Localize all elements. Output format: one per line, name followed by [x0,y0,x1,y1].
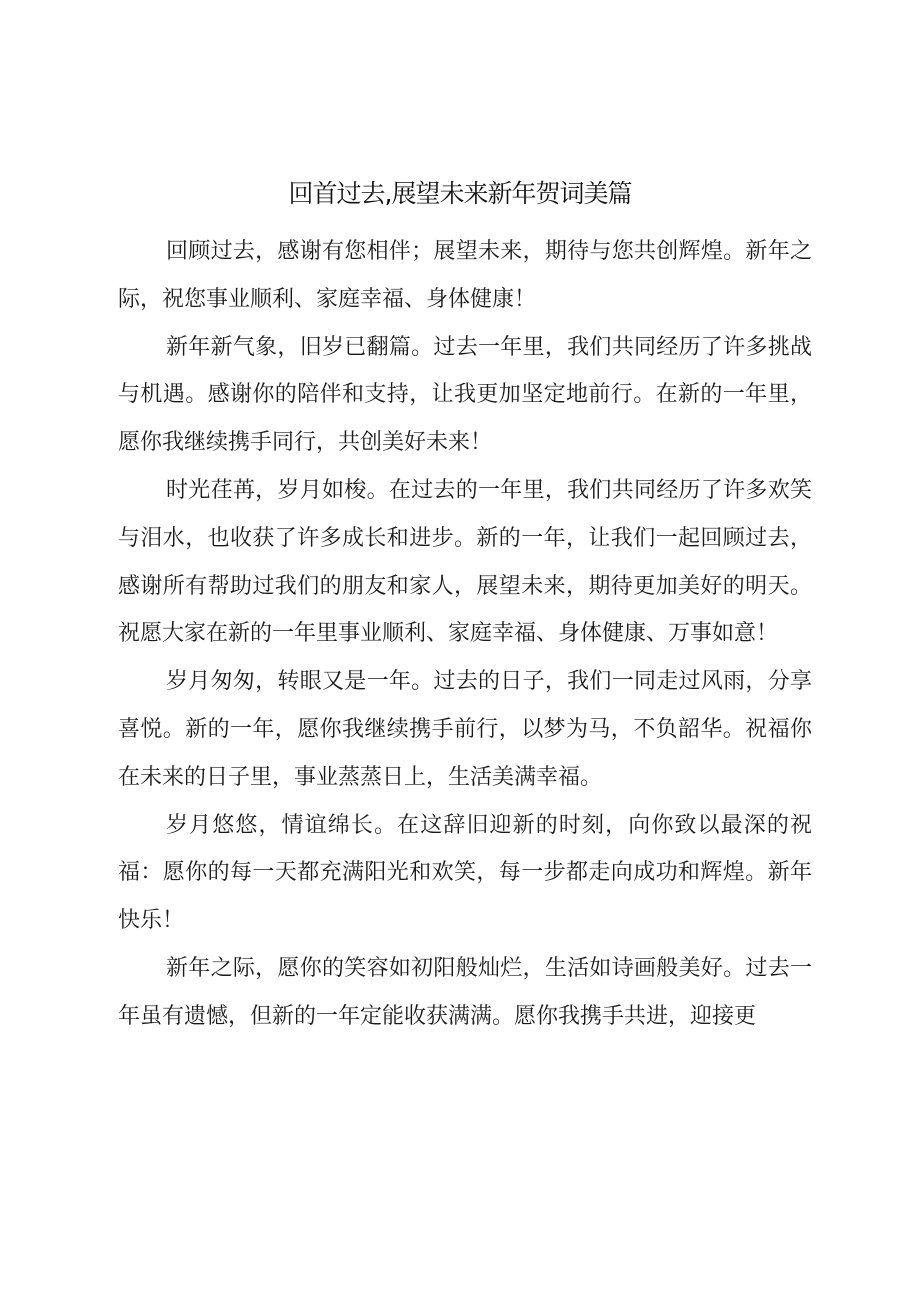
document-title: 回首过去,展望未来新年贺词美篇 [288,179,632,208]
paragraph-6: 新年之际，愿你的笑容如初阳般灿烂，生活如诗画般美好。过去一年虽有遗憾，但新的一年定能收获满满。愿你我携手共进，迎接更 [118,955,812,1029]
paragraph-2: 新年新气象，旧岁已翻篇。过去一年里，我们共同经历了许多挑战与机遇。感谢你的陪伴和支持，让我更加坚定地前行。在新的一年里，愿你我继续携手同行，共创美好未来！ [118,334,812,456]
paragraph-4: 岁月匆匆，转眼又是一年。过去的日子，我们一同走过风雨，分享喜悦。新的一年，愿你我继续携手前行，以梦为马，不负韶华。祝福你在未来的日子里，事业蒸蒸日上，生活美满幸福。 [118,669,812,790]
paragraph-1: 回顾过去，感谢有您相伴；展望未来，期待与您共创辉煌。新年之际，祝您事业顺利、家庭幸福、身体健康！ [118,239,812,312]
paragraph-3: 时光荏苒，岁月如梭。在过去的一年里，我们共同经历了许多欢笑与泪水，也收获了许多成长和进步。新的一年，让我们一起回顾过去，感谢所有帮助过我们的朋友和家人，展望未来，期待更加美好的明天。祝愿大家在新的一年里事业顺利、家庭幸福、身体健康、万事如意！ [118,477,812,647]
paragraph-5: 岁月悠悠，情谊绵长。在这辞旧迎新的时刻，向你致以最深的祝福：愿你的每一天都充满阳光和欢笑，每一步都走向成功和辉煌。新年快乐！ [118,812,812,934]
document-body [118,228,812,1041]
